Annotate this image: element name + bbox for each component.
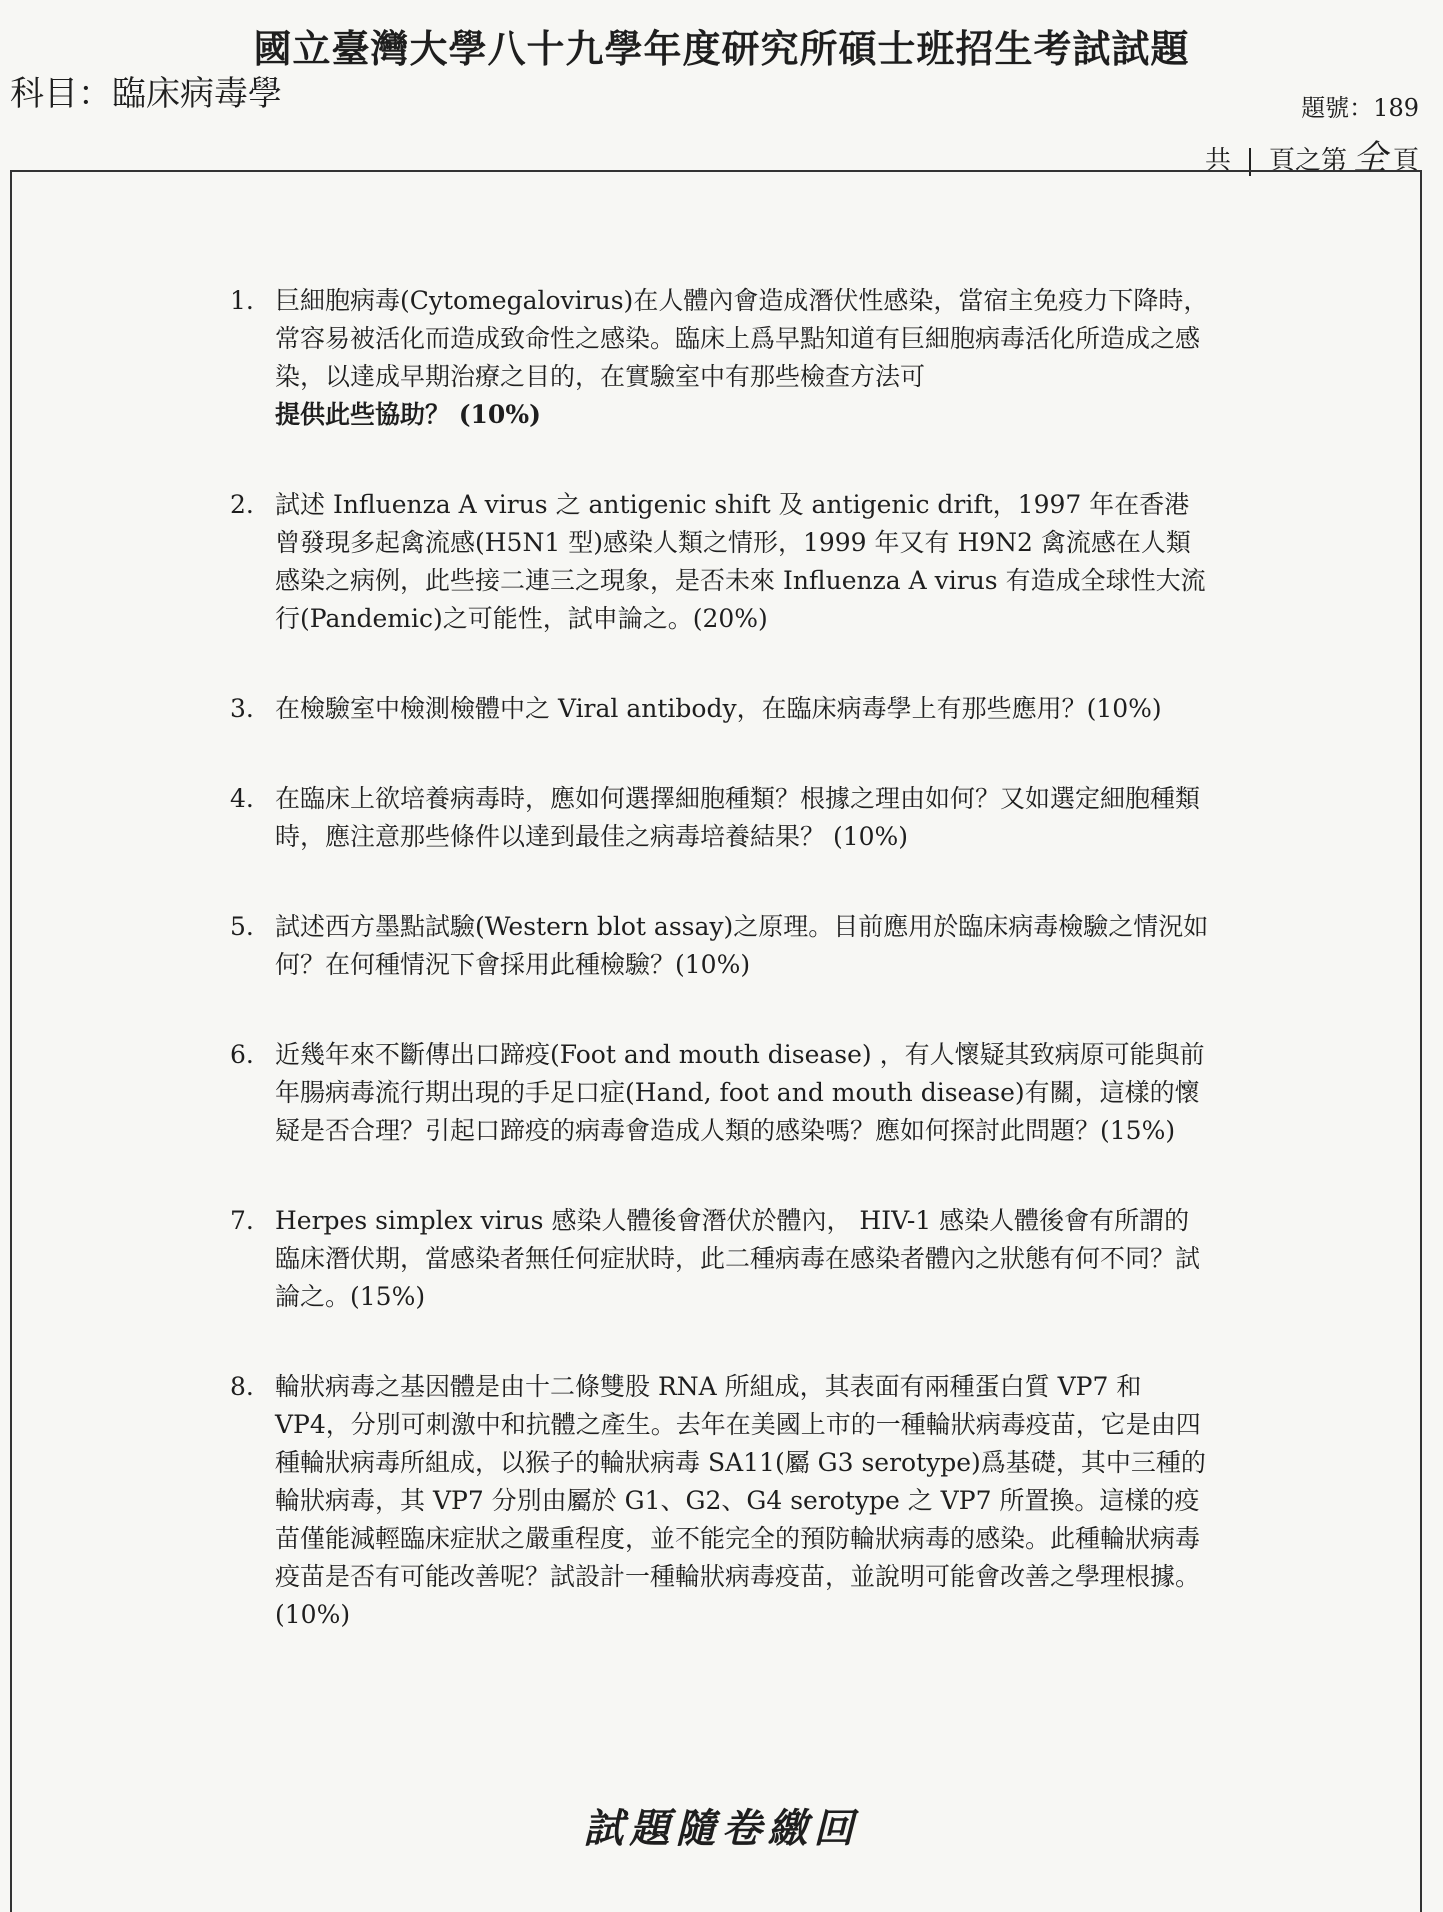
question-num: 8. [230,1372,254,1401]
subject-line [10,66,282,115]
question-list [230,282,1210,1686]
question-text: 在檢驗室中檢測檢體中之 Viral antibody，在臨床病毒學上有那些應用？(10%) [275,694,1162,723]
question-text: 試述 Influenza A virus 之 antigenic shift 及 antigenic drift，1997 年在香港曾發現多起禽流感(H5N1 型)感染人類之情形，1999 年又有 H9N2 禽流感在人類感染之病例，此些接二連三之現象，是否未來 Influenza A virus 有造成全球性大流行(Pandemic)之可能性，試申論之。(20%) [275,490,1206,633]
subject-label: 科目： [10,74,112,114]
question-item [230,486,1210,638]
pages-suffix: 頁 [1392,146,1419,176]
pages-handwritten: 全 [1352,138,1387,178]
question-text: 試述西方墨點試驗(Western blot assay)之原理。目前應用於臨床病毒檢驗之情況如何？在何種情況下會採用此種檢驗？(10%) [275,912,1209,979]
question-num: 2. [230,490,254,519]
question-text: Herpes simplex virus 感染人體後會潛伏於體內， HIV-1 感染人體後會有所謂的臨床潛伏期，當感染者無任何症狀時，此二種病毒在感染者體內之狀態有何不同？試論之。(15%) [275,1206,1201,1311]
question-item [230,1368,1210,1634]
exam-title: 國立臺灣大學八十九學年度研究所碩士班招生考試試題 [253,26,1190,71]
subject-name: 臨床病毒學 [112,74,282,114]
question-text: 在臨床上欲培養病毒時，應如何選擇細胞種類？根據之理由如何？又如選定細胞種類時，應注意那些條件以達到最佳之病毒培養結果？ (10%) [275,784,1201,851]
pages-prefix: 共 [1204,146,1231,176]
return-notice-stamp: 試題隨卷繳回 [583,1806,860,1852]
question-num: 3. [230,694,254,723]
question-number: 題號：189 [1301,94,1419,122]
question-num: 6. [230,1040,254,1069]
question-num: 1. [230,286,254,315]
pages-middle: 頁之第 [1268,146,1347,176]
question-num: 4. [230,784,254,813]
question-num: 7. [230,1206,254,1235]
question-item [230,908,1210,984]
question-item [230,282,1210,434]
question-item [230,1036,1210,1150]
question-text: 巨細胞病毒(Cytomegalovirus)在人體內會造成潛伏性感染，當宿主免疫力下降時，常容易被活化而造成致命性之感染。臨床上爲早點知道有巨細胞病毒活化所造成之感染，以達成早期治療之目的，在實驗室中有那些檢查方法可 [275,286,1209,391]
question-tail: 提供此些協助？ (10%) [275,400,541,429]
question-text: 輪狀病毒之基因體是由十二條雙股 RNA 所組成，其表面有兩種蛋白質 VP7 和 VP4，分別可刺激中和抗體之產生。去年在美國上市的一種輪狀病毒疫苗，它是由四種輪狀病毒所組成，以猴子的輪狀病毒 SA11(屬 G3 serotype)爲基礎，其中三種的輪狀病毒，其 VP7 分別由屬於 G1、G2、G4 serotype 之 VP7 所置換。這樣的疫苗僅能減輕臨床症狀之嚴重程度，並不能完全的預防輪狀病毒的感染。此種輪狀病毒疫苗是否有可能改善呢？試設計一種輪狀病毒疫苗，並說明可能會改善之學理根據。(10%) [275,1372,1206,1629]
question-num: 5. [230,912,254,941]
question-text: 近幾年來不斷傳出口蹄疫(Foot and mouth disease) ，有人懷疑其致病原可能與前年腸病毒流行期出現的手足口症(Hand, foot and mouth disease)有關，這樣的懷疑是否合理？引起口蹄疫的病毒會造成人類的感染嗎？應如何探討此問題？(15%) [275,1040,1205,1145]
question-item [230,1202,1210,1316]
question-item [230,780,1210,856]
question-item [230,690,1210,728]
